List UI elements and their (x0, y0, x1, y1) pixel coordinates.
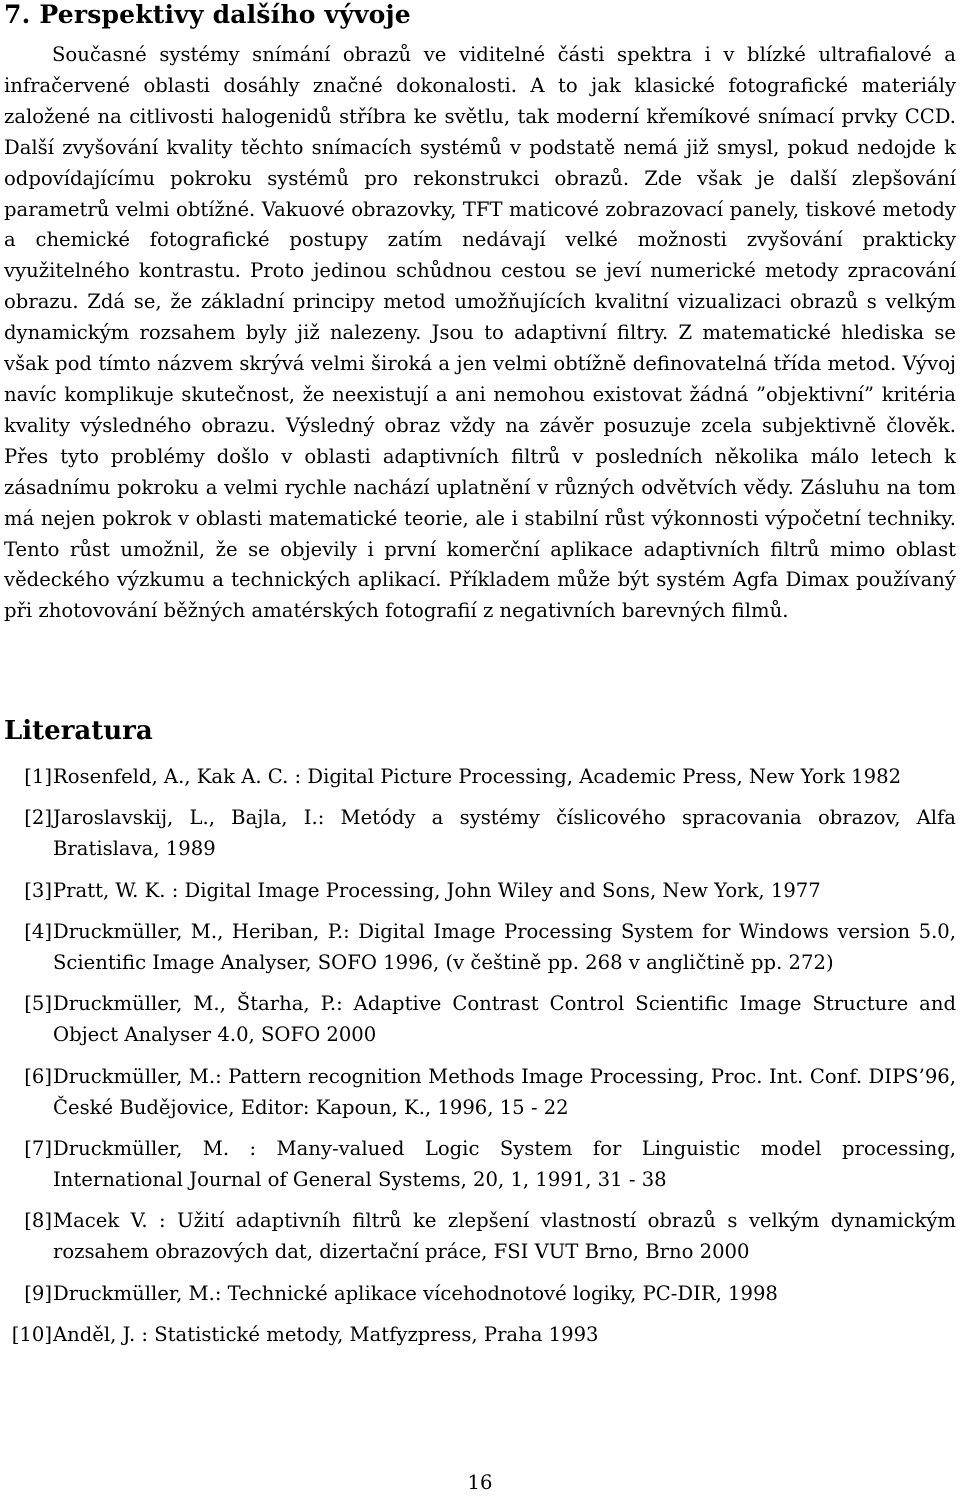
reference-item-4 (4, 917, 956, 979)
reference-text: Druckmüller, M. : Many-valued Logic System for Linguistic model processing, International Journal of General Systems, 20, 1, 1991, 31 - 38 (53, 1137, 956, 1191)
reference-number: [4] (24, 920, 52, 944)
reference-number: [6] (24, 1064, 52, 1088)
reference-item-6 (4, 1062, 956, 1124)
page-number: 16 (467, 1471, 493, 1494)
reference-item-9 (4, 1279, 956, 1310)
reference-number: [2] (24, 806, 52, 830)
reference-item-5 (4, 989, 956, 1051)
reference-text: Druckmüller, M., Štarha, P.: Adaptive Contrast Control Scientific Image Structure and Object Analyser 4.0, SOFO 2000 (53, 992, 956, 1047)
references-heading: Literatura (4, 716, 153, 746)
reference-item-3 (4, 876, 956, 907)
references-list (4, 762, 956, 1362)
section-body-paragraph: Současné systémy snímání obrazů ve viditelné části spektra i v blízké ultrafialové a infračervené oblasti dosáhly značné dokonalosti. A to jak klasické fotografické materiály založené na citlivosti halogenidů stříbra ke světlu, tak moderní křemíkové snímací prvky CCD. Další zvyšování kvality těchto snímacích systémů v podstatě nemá již smysl, pokud nedojde k odpovídajícímu pokroku systémů pro rekonstrukci obrazů. Zde však je další zlepšování parametrů velmi obtížné. Vakuové obrazovky, TFT maticové zobrazovací panely, tiskové metody a chemické fotografické postupy zatím nedávají velké možnosti zvyšování prakticky využitelného kontrastu. Proto jedinou schůdnou cestou se jeví numerické metody zpracování obrazu. Zdá se, že základní principy metod umožňujících kvalitní vizualizaci obrazů s velkým dynamickým rozsahem byly již nalezeny. Jsou to adaptivní filtry. Z matematické hlediska se však pod tímto názvem skrývá velmi široká a jen velmi obtížně definovatelná třída metod. Vývoj navíc komplikuje skutečnost, že neexistují a ani nemohou existovat žádná ”objektivní” kritéria kvality výsledného obrazu. Výsledný obraz vždy na závěr posuzuje zcela subjektivně člověk. Přes tyto problémy došlo v oblasti adaptivních filtrů v posledních několika málo letech k zásadnímu pokroku a velmi rychle nachází uplatnění v různých odvětvích vědy. Zásluhu na tom má nejen pokrok v oblasti matematické teorie, ale i stabilní růst výkonnosti výpočetní techniky. Tento růst umožnil, že se objevily i první komerční aplikace adaptivních filtrů mimo oblast vědeckého výzkumu a technických aplikací. Příkladem může být systém Agfa Dimax používaný při zhotovování běžných amatérských fotografií z negativních barevných filmů. (4, 43, 956, 623)
reference-text: Druckmüller, M.: Pattern recognition Methods Image Processing, Proc. Int. Conf. DIPS’96, České Budějovice, Editor: Kapoun, K., 1996, 15 - 22 (53, 1064, 956, 1119)
reference-number: [5] (24, 992, 52, 1016)
reference-number: [8] (24, 1209, 52, 1233)
reference-number: [10] (11, 1323, 52, 1347)
reference-text: Druckmüller, M., Heriban, P.: Digital Image Processing System for Windows version 5.0, Scientific Image Analyser, SOFO 1996, (v češtině pp. 268 v angličtině pp. 272) (53, 920, 956, 975)
reference-text: Anděl, J. : Statistické metody, Matfyzpress, Praha 1993 (53, 1323, 599, 1347)
reference-text: Jaroslavskij, L., Bajla, I.: Metódy a systémy číslicového spracovania obrazov, Alfa Bratislava, 1989 (53, 806, 956, 861)
reference-item-1 (4, 762, 956, 793)
reference-number: [9] (24, 1281, 52, 1305)
section-title: 7. Perspektivy dalšího vývoje (4, 0, 411, 29)
reference-text: Macek V. : Užití adaptivníh filtrů ke zlepšení vlastností obrazů s velkým dynamickým rozsahem obrazových dat, dizertační práce, FSI VUT Brno, Brno 2000 (53, 1209, 956, 1264)
reference-text: Druckmüller, M.: Technické aplikace vícehodnotové logiky, PC-DIR, 1998 (53, 1281, 778, 1305)
reference-item-2 (4, 803, 956, 865)
reference-item-7 (4, 1134, 956, 1196)
reference-number: [1] (24, 765, 52, 788)
reference-item-10 (4, 1320, 956, 1351)
reference-number: [3] (24, 878, 52, 902)
reference-item-8 (4, 1206, 956, 1268)
reference-text: Pratt, W. K. : Digital Image Processing, John Wiley and Sons, New York, 1977 (53, 878, 821, 902)
reference-number: [7] (24, 1137, 52, 1161)
reference-text: Rosenfeld, A., Kak A. C. : Digital Picture Processing, Academic Press, New York 1982 (53, 765, 902, 788)
